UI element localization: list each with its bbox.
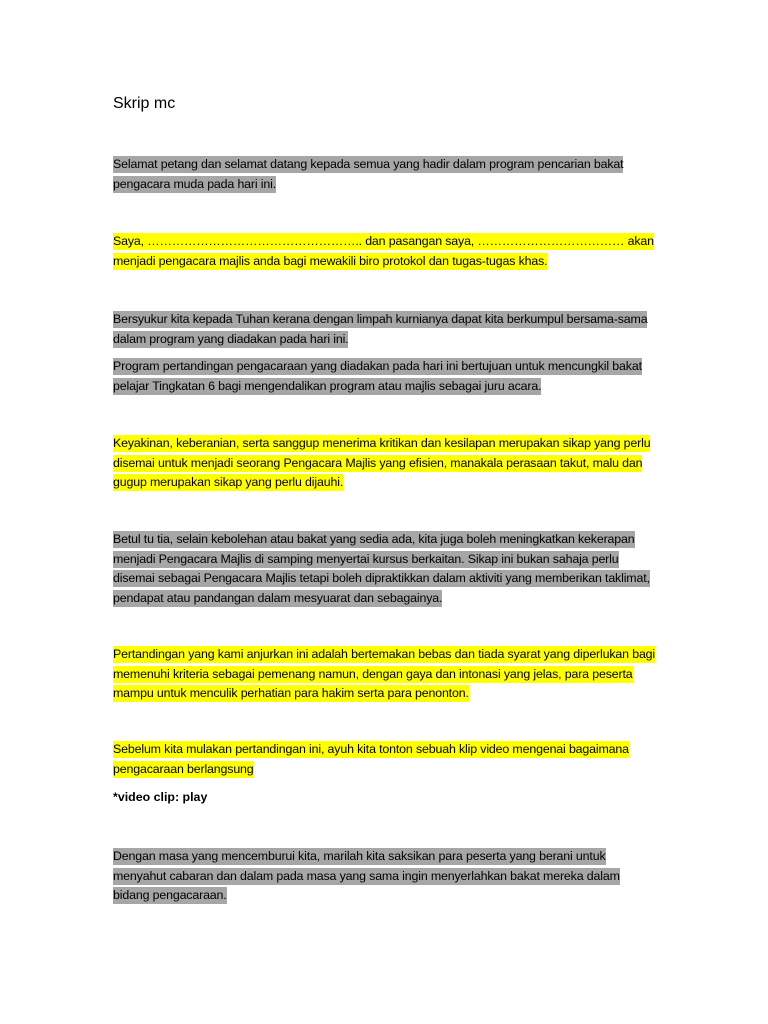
document-title: Skrip mc bbox=[113, 95, 176, 112]
paragraph-gratitude bbox=[113, 310, 658, 349]
paragraph-skills bbox=[113, 530, 658, 608]
paragraph-competition bbox=[113, 645, 658, 704]
video-clip-note: *video clip: play bbox=[113, 790, 208, 804]
highlighted-text: Program pertandingan pengacaraan yang diadakan pada hari ini bertujuan untuk mencungkil bakat pelajar Tingkatan 6 bagi mengendalikan program atau majlis sebagai juru acara. bbox=[113, 359, 642, 393]
paragraph-welcome bbox=[113, 155, 658, 194]
highlighted-text: Dengan masa yang mencemburui kita, marilah kita saksikan para peserta yang berani untuk menyahut cabaran dan dalam pada masa yang sama ingin menyerlahkan bakat mereka dalam bidang pengacaraan. bbox=[113, 849, 620, 902]
paragraph-video-intro bbox=[113, 740, 658, 779]
highlighted-text: Keyakinan, keberanian, serta sanggup menerima kritikan dan kesilapan merupakan sikap yang perlu disemai untuk menjadi seorang Pengacara Majlis yang efisien, manakala perasaan takut, malu dan gugup merupakan sikap yang perlu dijauhi. bbox=[113, 436, 651, 489]
highlighted-text: Sebelum kita mulakan pertandingan ini, ayuh kita tonton sebuah klip video mengenai bagaimana pengacaraan berlangsung bbox=[113, 742, 629, 776]
highlighted-text: Selamat petang dan selamat datang kepada semua yang hadir dalam program pencarian bakat pengacara muda pada hari ini. bbox=[113, 157, 624, 191]
highlighted-text: Bersyukur kita kepada Tuhan kerana dengan limpah kurnianya dapat kita berkumpul bersama-sama dalam program yang diadakan pada hari ini. bbox=[113, 312, 648, 346]
paragraph-introduction bbox=[113, 232, 658, 271]
highlighted-text: Pertandingan yang kami anjurkan ini adalah bertemakan bebas dan tiada syarat yang diperlukan bagi memenuhi kriteria sebagai pemenang namun, dengan gaya dan intonasi yang jelas, para peserta mampu untuk menculik perhatian para hakim serta para penonton. bbox=[113, 647, 656, 700]
paragraph-program-purpose bbox=[113, 357, 658, 396]
paragraph-attitude bbox=[113, 434, 658, 493]
highlighted-text: Saya, …………………………………………….. dan pasangan saya, ……………………………… akan menjadi pengacara majlis anda bagi mewakili biro protokol dan tugas-tugas khas. bbox=[113, 234, 654, 268]
highlighted-text: Betul tu tia, selain kebolehan atau bakat yang sedia ada, kita juga boleh meningkatkan kekerapan menjadi Pengacara Majlis di samping menyertai kursus berkaitan. Sikap ini bukan sahaja perlu disemai sebagai Pengacara Majlis tetapi boleh dipraktikkan dalam aktiviti yang memberikan taklimat, pendapat atau pandangan dalam mesyuarat dan sebagainya. bbox=[113, 532, 650, 605]
paragraph-closing bbox=[113, 847, 658, 906]
